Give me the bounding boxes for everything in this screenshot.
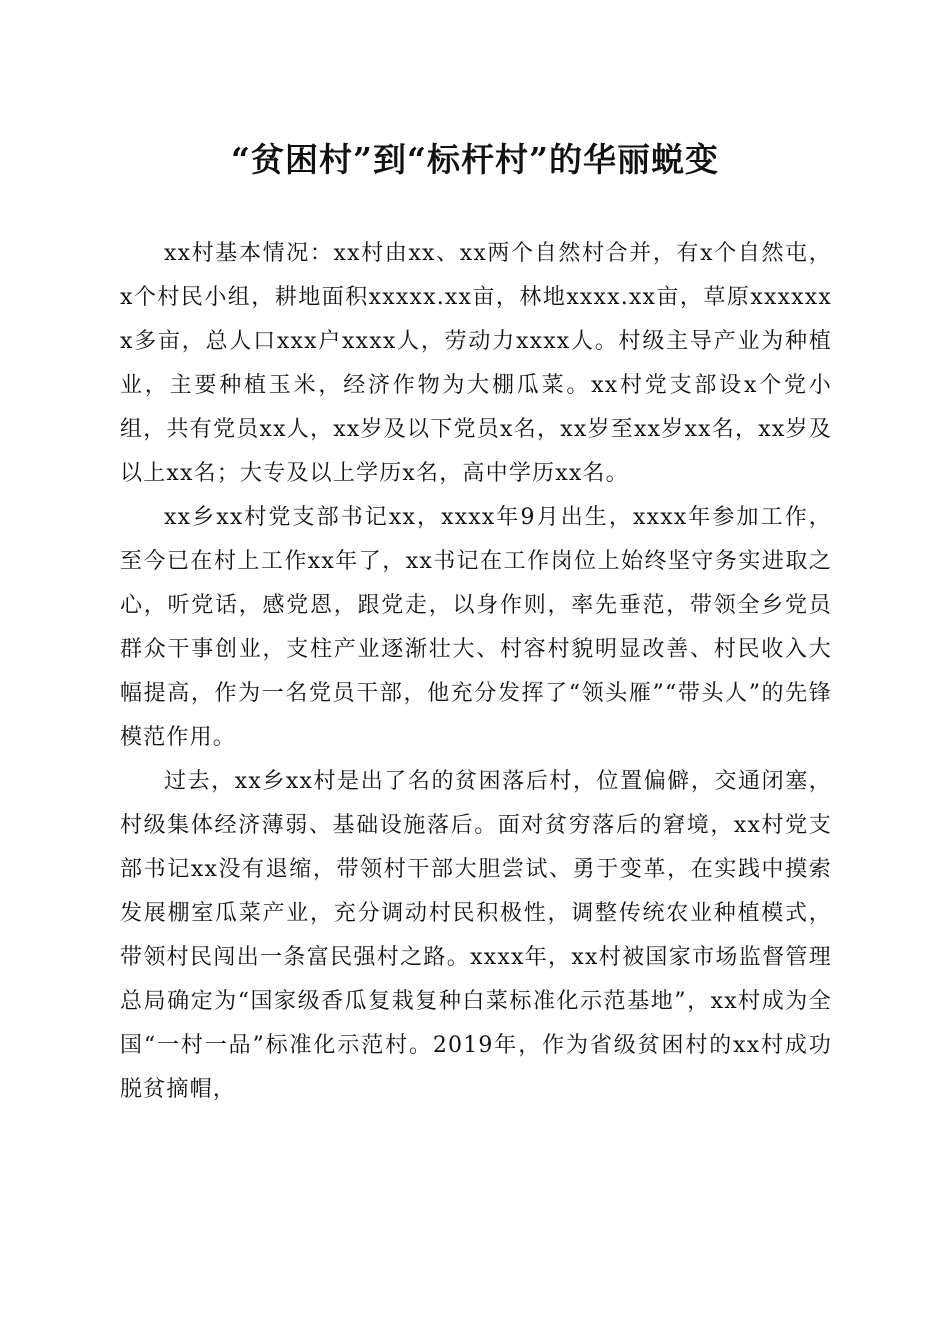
paragraph-transformation: 过去，xx乡xx村是出了名的贫困落后村，位置偏僻，交通闭塞，村级集体经济薄弱、基础设施落后。面对贫穷落后的窘境，xx村党支部书记xx没有退缩，带领村干部大胆尝试、勇于变革，在实践中摸索发展棚室瓜菜产业，充分调动村民积极性，调整传统农业种植模式，带领村民闯出一条富民强村之路。xxxx年，xx村被国家市场监督管理总局确定为“国家级香瓜复栽复种白菜标准化示范基地”，xx村成为全国“一村一品”标准化示范村。2019年，作为省级贫困村的xx村成功脱贫摘帽， xyxy=(120,769,832,1102)
document-title: “贫困村”到“标杆村”的华丽蜕变 xyxy=(231,140,719,179)
paragraph-basic-info: xx村基本情况：xx村由xx、xx两个自然村合并，有x个自然屯，x个村民小组，耕地面积xxxxx.xx亩，林地xxxx.xx亩，草原xxxxxxx多亩，总人口xxx户xxxx人，劳动力xxxx人。村级主导产业为种植业，主要种植玉米，经济作物为大棚瓜菜。xx村党支部设x个党小组，共有党员xx人，xx岁及以下党员x名，xx岁至xx岁xx名，xx岁及以上xx名；大专及以上学历x名，高中学历xx名。 xyxy=(120,241,832,486)
document-body xyxy=(120,232,832,1112)
paragraph-party-secretary: xx乡xx村党支部书记xx，xxxx年9月出生，xxxx年参加工作，至今已在村上工作xx年了，xx书记在工作岗位上始终坚守务实进取之心，听党话，感党恩，跟党走，以身作则，率先垂范，带领全乡党员群众干事创业，支柱产业逐渐壮大、村容村貌明显改善、村民收入大幅提高，作为一名党员干部，他充分发挥了“领头雁”“带头人”的先锋模范作用。 xyxy=(120,505,832,750)
